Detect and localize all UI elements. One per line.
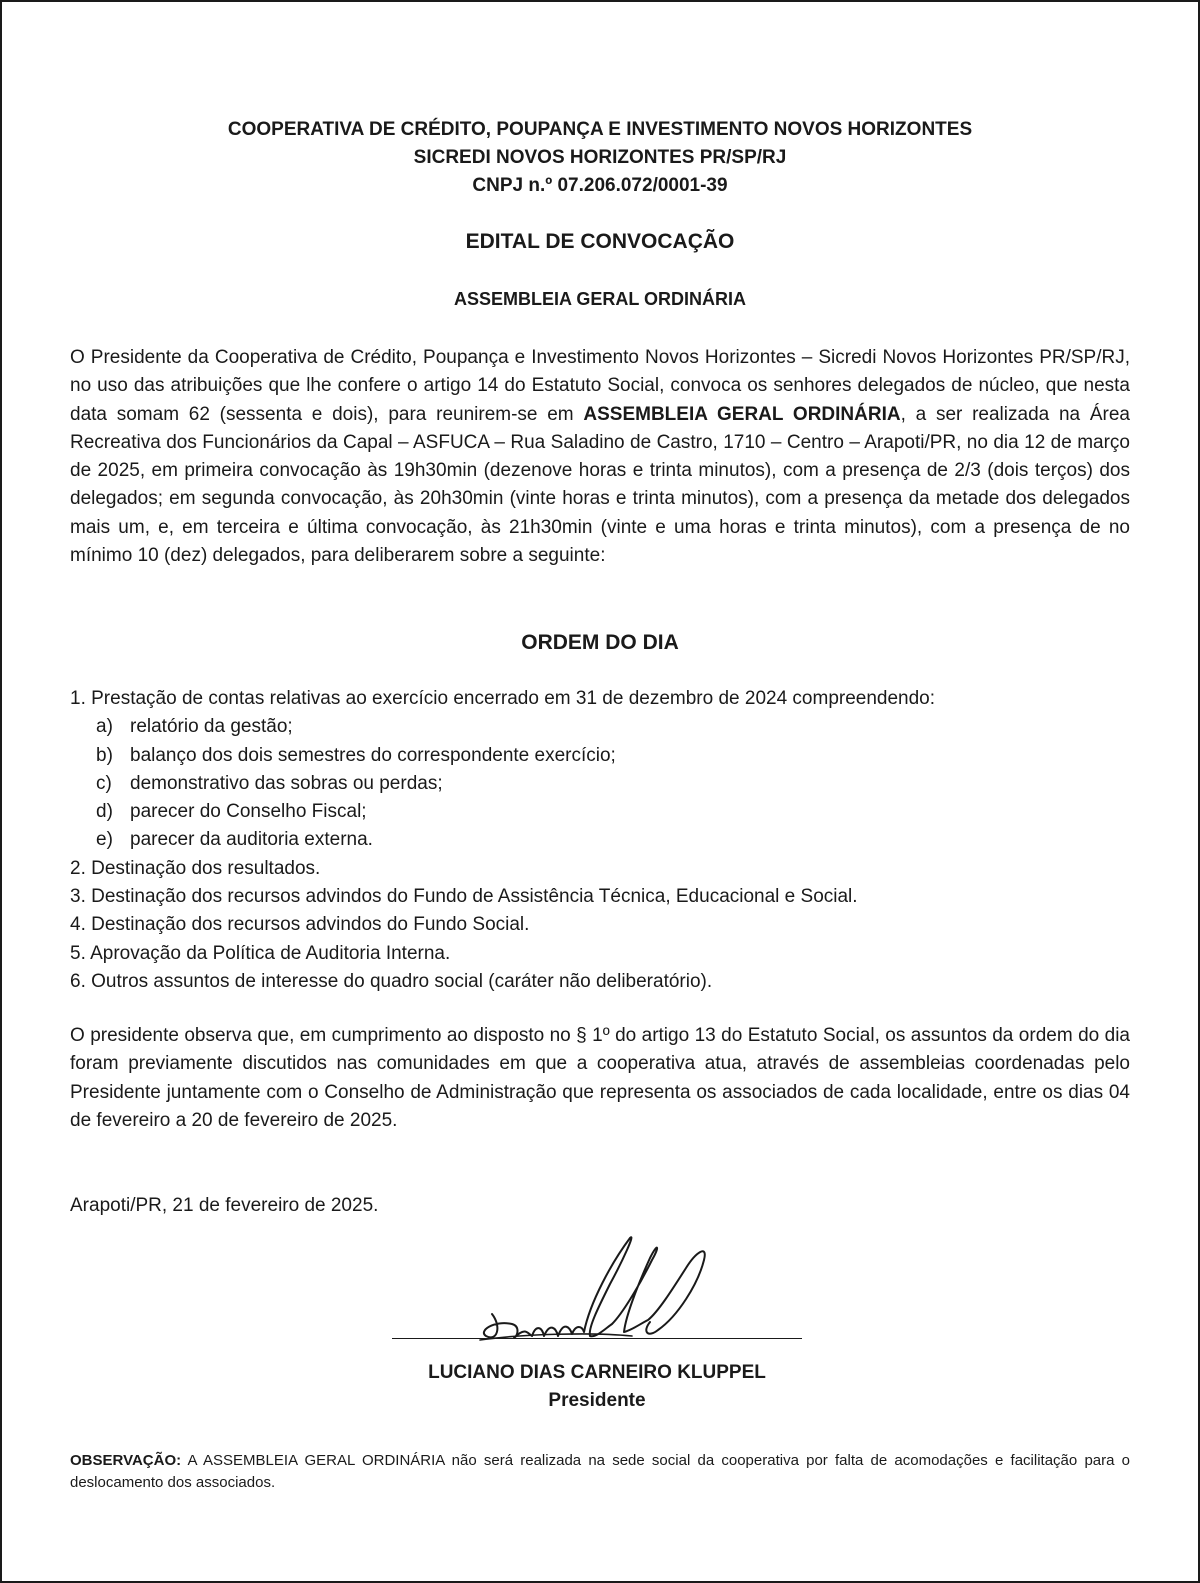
intro-paragraph: [70, 344, 1130, 570]
subitem-letter: a): [96, 716, 113, 738]
subitem-text: relatório da gestão;: [130, 716, 293, 738]
subitem-text: parecer do Conselho Fiscal;: [130, 801, 367, 823]
signer-role: Presidente: [548, 1390, 646, 1411]
document-title: EDITAL DE CONVOCAÇÃO: [465, 230, 735, 253]
agenda-item-4: 4. Destinação dos recursos advindos do Fundo Social.: [70, 914, 530, 936]
agenda-subitem-a: [70, 713, 1130, 741]
subitem-letter: d): [96, 801, 113, 823]
subitem-letter: c): [96, 772, 112, 794]
agenda-item-6: 6. Outros assuntos de interesse do quadro social (caráter não deliberatório).: [70, 970, 713, 992]
subitem-text: balanço dos dois semestres do correspondente exercício;: [130, 744, 616, 766]
agenda-title: ORDEM DO DIA: [521, 631, 679, 654]
cooperative-brand: SICREDI NOVOS HORIZONTES PR/SP/RJ: [413, 147, 787, 168]
footnote-label: OBSERVAÇÃO:: [70, 1452, 182, 1469]
agenda-subitem-c: [70, 770, 1130, 798]
intro-bold-assembly: ASSEMBLEIA GERAL ORDINÁRIA: [583, 403, 901, 425]
agenda-item-3: 3. Destinação dos recursos advindos do Fundo de Assistência Técnica, Educacional e Social.: [70, 886, 858, 908]
intro-text-part1: O Presidente da Cooperativa de Crédito, Poupança e Investimento Novos Horizontes – Sicredi Novos Horizontes PR/SP/RJ, no uso das atribuições que lhe confere o artigo 14 do Estatuto Social, convoca os senhores delegados de núcleo, que nesta data somam 62 (sessenta e dois), para reunirem-se em: [70, 347, 1130, 425]
footnote-text: A ASSEMBLEIA GERAL ORDINÁRIA não será realizada na sede social da cooperativa por falta de acomodações e facilitação para o deslocamento dos associados.: [70, 1452, 1130, 1491]
agenda-subitem-d: [70, 798, 1130, 826]
place-and-date: Arapoti/PR, 21 de fevereiro de 2025.: [70, 1195, 379, 1216]
subitem-letter: e): [96, 829, 113, 851]
cooperative-name: COOPERATIVA DE CRÉDITO, POUPANÇA E INVESTIMENTO NOVOS HORIZONTES: [227, 119, 973, 140]
document-header: [2, 116, 1198, 200]
subitem-text: parecer da auditoria externa.: [130, 829, 373, 851]
cnpj-number: CNPJ n.º 07.206.072/0001-39: [472, 175, 728, 196]
agenda-subitem-e: [70, 826, 1130, 854]
agenda-subitem-b: [70, 742, 1130, 770]
agenda-item-5: 5. Aprovação da Política de Auditoria Interna.: [70, 942, 451, 964]
assembly-title: ASSEMBLEIA GERAL ORDINÁRIA: [453, 289, 747, 309]
observation-paragraph: O presidente observa que, em cumprimento ao disposto no § 1º do artigo 13 do Estatuto Social, os assuntos da ordem do dia foram previamente discutidos nas comunidades em que a cooperativa atua, através de assembleias coordenadas pelo Presidente juntamente com o Conselho de Administração que representa os associados de cada localidade, entre os dias 04 de fevereiro a 20 de fevereiro de 2025.: [70, 1025, 1130, 1131]
signer-block: [392, 1359, 802, 1415]
footnote: [70, 1450, 1130, 1494]
agenda-item-1: 1. Prestação de contas relativas ao exercício encerrado em 31 de dezembro de 2024 compreendendo:: [70, 688, 936, 709]
subitem-text: demonstrativo das sobras ou perdas;: [130, 772, 443, 794]
signer-name: LUCIANO DIAS CARNEIRO KLUPPEL: [428, 1362, 766, 1383]
agenda-list: [70, 685, 1130, 996]
agenda-item-2: 2. Destinação dos resultados.: [70, 857, 321, 879]
intro-text-part2: , a ser realizada na Área Recreativa dos Funcionários da Capal – ASFUCA – Rua Saladino de Castro, 1710 – Centro – Arapoti/PR, no dia 12 de março de 2025, em primeira convocação às 19h30min (dezenove horas e trinta minutos), com a presença de 2/3 (dois terços) dos delegados; em segunda convocação, às 20h30min (vinte horas e trinta minutos), com a presença da metade dos delegados mais um, e, em terceira e última convocação, às 21h30min (vinte e uma horas e trinta minutos), com a presença de no mínimo 10 (dez) delegados, para deliberarem sobre a seguinte:: [70, 403, 1130, 567]
signature-line: [392, 1338, 802, 1339]
subitem-letter: b): [96, 744, 113, 766]
